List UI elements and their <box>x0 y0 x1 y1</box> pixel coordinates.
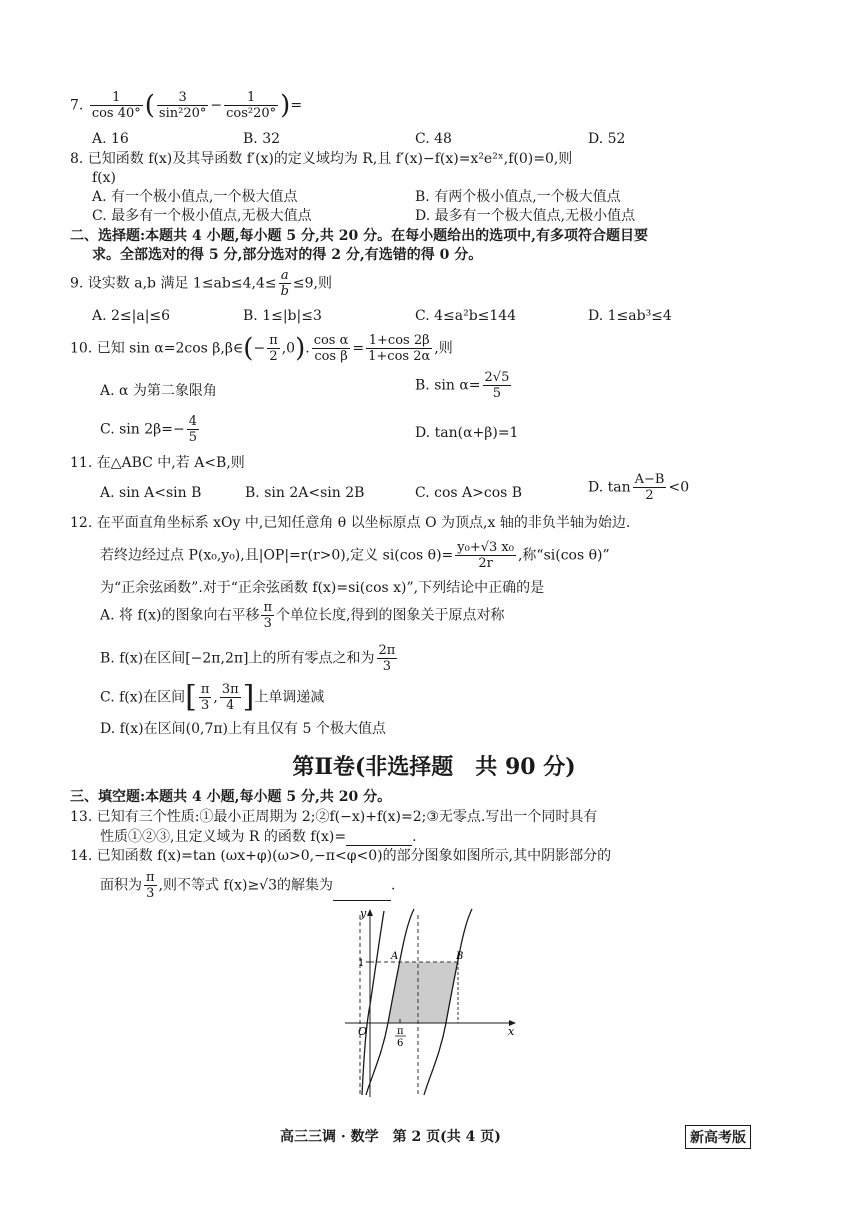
q10-option-a: A. α 为第二象限角 <box>100 383 217 399</box>
q11-option-a: A. sin A<sin B <box>100 485 202 501</box>
q7-option-b: B. 32 <box>243 131 281 147</box>
q8-stem-line2: f(x) <box>92 170 117 186</box>
q11-option-b: B. sin 2A<sin 2B <box>245 485 365 501</box>
q14-tangent-figure <box>330 905 530 1100</box>
section-title: 第Ⅱ卷(非选择题 共 90 分) <box>292 754 576 780</box>
section3-heading: 三、填空题:本题共 4 小题,每小题 5 分,共 20 分。 <box>70 789 392 805</box>
q7-frac3: $\frac{1}{\text{cos²20°}}$ <box>226 90 277 121</box>
x-axis-label: x <box>508 1025 515 1038</box>
q9-stem: 9. 设实数 a,b 满足 1≤ab≤4,4≤ $\frac{a}{b}$ ≤9,则 <box>70 268 333 299</box>
q7-label: 7. <box>70 97 84 114</box>
q12-option-a: A. 将 f(x)的图象向右平移 $\frac{\pi}{3}$ 个单位长度,得到的图象关于原点对称 <box>100 600 505 631</box>
point-b-label: B <box>456 951 464 962</box>
q12-optc-frac2: $\frac{3\pi}{4}$ <box>221 682 239 713</box>
q14-area-frac: $\frac{\pi}{3}$ <box>146 870 155 901</box>
q12-option-c: C. f(x)在区间[ $\frac{\pi}{3}$ , $\frac{3\pi}{4}$ ]上单调递减 <box>100 679 325 715</box>
q10-optb-frac: $\frac{2√5}{5}$ <box>484 370 510 401</box>
q8-option-b: B. 有两个极小值点,一个极大值点 <box>415 189 621 205</box>
q9-option-b: B. 1≤|b|≤3 <box>243 308 322 324</box>
q10-optc-frac: $\frac{4}{5}$ <box>188 414 197 445</box>
q11-optd-frac: $\frac{A-B}{2}$ <box>634 472 665 503</box>
edition-badge: 新高考版 <box>685 1125 751 1149</box>
origin-label: O <box>358 1025 368 1038</box>
q7-option-c: C. 48 <box>415 131 452 147</box>
page-footer: 高三三调 · 数学 第 2 页(共 4 页) <box>280 1129 501 1145</box>
point-a-label: A <box>391 951 399 962</box>
q10-frac-a: $\frac{\pi}{2}$ <box>269 333 278 364</box>
q7-stem: 7. $\frac{1}{\cos 40^\circ}$ ( $\frac{3}{\text{sin²20°}}$ − $\frac{1}{\text{cos²20°}}$ )= <box>70 90 303 121</box>
q14-stem-line1: 14. 已知函数 f(x)=tan (ωx+φ)(ω>0,−π<φ<0)的部分图象如图所示,其中阴影部分的 <box>70 848 612 864</box>
q10-stem: 10. 已知 sin α=2cos β,β∈(− $\frac{\pi}{2}$ ,0). $\frac{\text{cos α}}{\text{cos β}}$ = $\frac{1+\cos 2\beta}{1+\cos 2\alpha}$ ,则 <box>70 333 453 364</box>
y-axis-arrow <box>367 909 373 916</box>
q13-stem-line1: 13. 已知有三个性质:①最小正周期为 2;②f(−x)+f(x)=2;③无零点.写出一个同时具有 <box>70 809 598 825</box>
q12-opta-frac: $\frac{\pi}{3}$ <box>263 600 273 631</box>
tan-branch-left-low <box>356 913 365 1095</box>
q12-optb-frac: $\frac{2\pi}{3}$ <box>378 643 396 674</box>
q8-option-d: D. 最多有一个极大值点,无极小值点 <box>415 208 636 224</box>
q10-option-b: B. sin α= $\frac{2√5}{5}$ <box>415 370 510 401</box>
q9-option-d: D. 1≤ab³≤4 <box>588 308 672 324</box>
q10-frac-c: $\frac{1+\cos 2\beta}{1+\cos 2\alpha}$ <box>368 333 431 364</box>
q7-option-a: A. 16 <box>92 131 129 147</box>
section2-heading-line1: 二、选择题:本题共 4 小题,每小题 5 分,共 20 分。在每小题给出的选项中,有多项符合题目要 <box>70 228 648 244</box>
y-one-label: 1 <box>358 958 365 969</box>
q8-option-a: A. 有一个极小值点,一个极大值点 <box>92 189 298 205</box>
q12-def-frac: $\frac{\text{y₀+√3 x₀}}{2r}$ <box>457 540 514 571</box>
q14-answer-blank[interactable] <box>333 886 391 901</box>
y-axis-label: y <box>360 907 367 920</box>
tan-branch-left <box>362 911 384 1095</box>
q12-option-d: D. f(x)在区间(0,7π)上有且仅有 5 个极大值点 <box>100 721 386 737</box>
q12-stem-line2: 若终边经过点 P(x₀,y₀),且|OP|=r(r>0),定义 si(cos θ)= $\frac{\text{y₀+√3 x₀}}{2r}$ ,称“si(cos θ)” <box>100 540 610 571</box>
q12-stem-line1: 12. 在平面直角坐标系 xOy 中,已知任意角 θ 以坐标原点 O 为顶点,x 轴的非负半轴为始边. <box>70 515 631 531</box>
tick-pi-label: π <box>397 1026 404 1037</box>
q10-option-d: D. tan(α+β)=1 <box>415 425 519 441</box>
tick-6-label: 6 <box>397 1038 404 1049</box>
q11-option-c: C. cos A>cos B <box>415 485 523 501</box>
q7-frac1: $\frac{1}{\cos 40^\circ}$ <box>91 90 141 121</box>
q8-option-c: C. 最多有一个极小值点,无极大值点 <box>92 208 312 224</box>
q13-stem-line2: 性质①②③,且定义域为 R 的函数 f(x)= . <box>100 829 417 845</box>
q11-stem: 11. 在△ABC 中,若 A<B,则 <box>70 455 245 471</box>
q10-option-c: C. sin 2β=− $\frac{4}{5}$ <box>100 414 197 445</box>
q7-option-d: D. 52 <box>588 131 626 147</box>
q14-stem-line2: 面积为 $\frac{\pi}{3}$ ,则不等式 f(x)≥√3的解集为 . <box>100 870 396 901</box>
q10-frac-b: $\frac{\text{cos α}}{\text{cos β}}$ <box>313 333 349 364</box>
q8-stem-line1: 8. 已知函数 f(x)及其导函数 f′(x)的定义域均为 R,且 f′(x)−f(x)=x²e²ˣ,f(0)=0,则 <box>70 151 573 167</box>
q13-answer-blank[interactable] <box>346 831 412 846</box>
q9-option-c: C. 4≤a²b≤144 <box>415 308 517 324</box>
q12-optc-frac1: $\frac{\pi}{3}$ <box>200 682 210 713</box>
q11-option-d: D. tan $\frac{A-B}{2}$ <0 <box>588 472 690 503</box>
q12-stem-line3: 为“正余弦函数”.对于“正余弦函数 f(x)=si(cos x)”,下列结论中正确的是 <box>100 580 545 596</box>
q9-frac: $\frac{a}{b}$ <box>280 268 289 299</box>
q7-frac2: $\frac{3}{\text{sin²20°}}$ <box>158 90 207 121</box>
section2-heading-line2: 求。全部选对的得 5 分,部分选对的得 2 分,有选错的得 0 分。 <box>92 247 483 263</box>
q9-option-a: A. 2≤|a|≤6 <box>92 308 171 324</box>
q12-option-b: B. f(x)在区间[−2π,2π]上的所有零点之和为 $\frac{2\pi}{3}$ <box>100 643 396 674</box>
